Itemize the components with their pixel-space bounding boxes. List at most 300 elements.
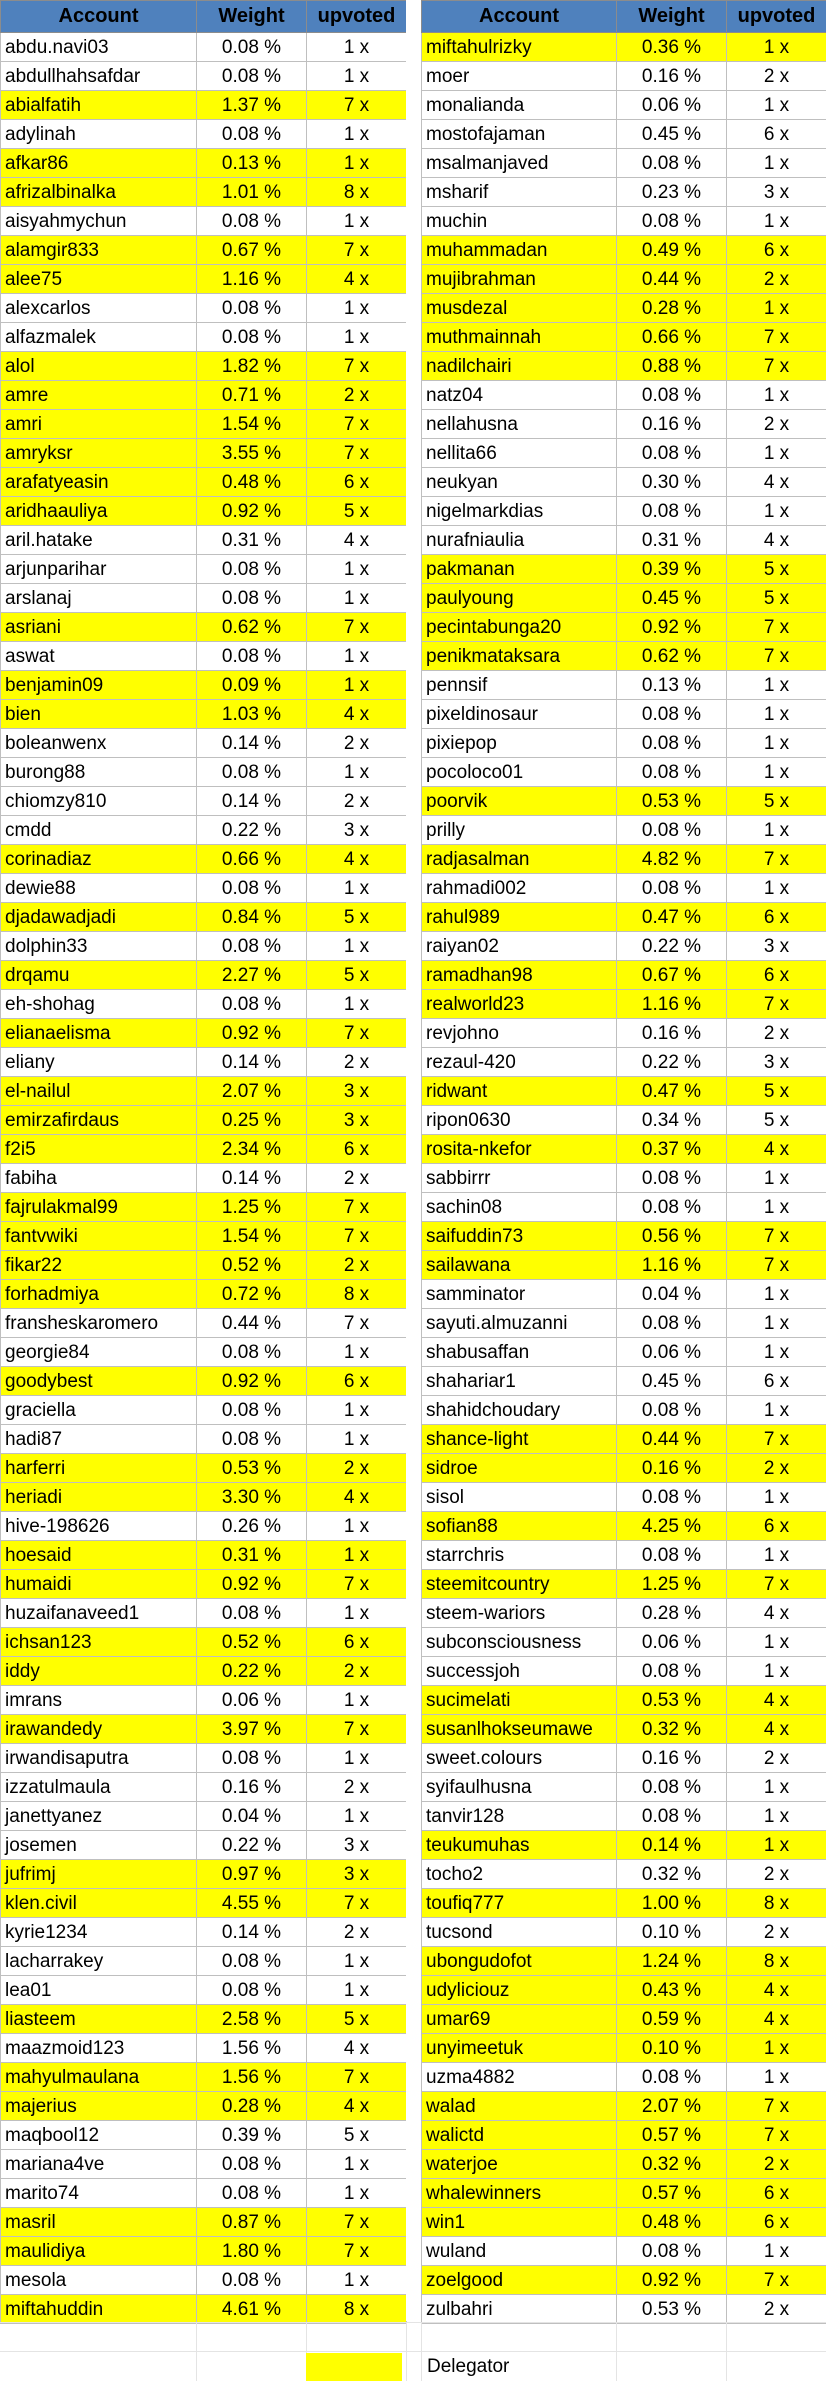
table-row — [1, 1425, 407, 1454]
weight-cell: 0.08 % — [197, 2266, 307, 2295]
weight-cell: 0.16 % — [617, 1744, 727, 1773]
upvoted-cell: 4 x — [727, 468, 826, 497]
upvoted-cell: 1 x — [307, 1541, 407, 1570]
account-cell: aswat — [1, 642, 197, 671]
table-row — [422, 2005, 826, 2034]
weight-cell: 0.06 % — [617, 1338, 727, 1367]
table-row — [422, 1396, 826, 1425]
account-cell: abialfatih — [1, 91, 197, 120]
weight-cell: 0.08 % — [197, 1425, 307, 1454]
account-cell: muthmainnah — [422, 323, 617, 352]
upvoted-cell: 7 x — [727, 1251, 826, 1280]
weight-cell: 0.88 % — [617, 352, 727, 381]
table-row — [1, 1802, 407, 1831]
upvoted-cell: 3 x — [307, 1860, 407, 1889]
weight-cell: 0.66 % — [617, 323, 727, 352]
weight-cell: 0.08 % — [617, 149, 727, 178]
account-cell: rezaul-420 — [422, 1048, 617, 1077]
upvoted-cell: 1 x — [727, 294, 826, 323]
table-row — [1, 584, 407, 613]
account-cell: sofian88 — [422, 1512, 617, 1541]
table-row — [422, 2295, 826, 2324]
upvoted-cell: 7 x — [727, 642, 826, 671]
upvoted-cell: 5 x — [727, 555, 826, 584]
weight-cell: 0.08 % — [197, 1396, 307, 1425]
table-row — [1, 381, 407, 410]
upvoted-cell: 3 x — [307, 816, 407, 845]
account-cell: susanlhokseumawe — [422, 1715, 617, 1744]
upvoted-cell: 2 x — [307, 729, 407, 758]
account-cell: afkar86 — [1, 149, 197, 178]
weight-cell: 0.13 % — [617, 671, 727, 700]
table-row — [1, 410, 407, 439]
table-row — [1, 149, 407, 178]
table-row — [1, 1657, 407, 1686]
table-row — [1, 178, 407, 207]
account-cell: mujibrahman — [422, 265, 617, 294]
account-cell: walictd — [422, 2121, 617, 2150]
table-row — [422, 1599, 826, 1628]
table-row — [1, 1773, 407, 1802]
weight-cell: 0.53 % — [617, 2295, 727, 2324]
table-row — [1, 323, 407, 352]
weight-cell: 0.87 % — [197, 2208, 307, 2237]
weight-cell: 0.10 % — [617, 1918, 727, 1947]
table-row — [422, 671, 826, 700]
account-cell: steemitcountry — [422, 1570, 617, 1599]
upvoted-cell: 1 x — [727, 149, 826, 178]
weight-cell: 0.08 % — [617, 2237, 727, 2266]
upvoted-cell: 1 x — [307, 642, 407, 671]
table-row — [1, 1454, 407, 1483]
upvoted-cell: 4 x — [307, 526, 407, 555]
account-cell: zulbahri — [422, 2295, 617, 2324]
table-row — [1, 613, 407, 642]
table-row — [1, 468, 407, 497]
weight-cell: 1.37 % — [197, 91, 307, 120]
upvoted-cell: 1 x — [307, 874, 407, 903]
upvoted-cell: 2 x — [307, 1048, 407, 1077]
upvoted-cell: 2 x — [727, 1918, 826, 1947]
weight-cell: 0.48 % — [197, 468, 307, 497]
account-header: Account — [1, 1, 197, 33]
table-row — [1, 787, 407, 816]
upvoted-cell: 5 x — [727, 1077, 826, 1106]
account-cell: janettyanez — [1, 1802, 197, 1831]
table-row — [422, 352, 826, 381]
upvoted-cell: 1 x — [307, 62, 407, 91]
upvoted-cell: 7 x — [727, 2266, 826, 2295]
weight-cell: 0.45 % — [617, 1367, 727, 1396]
account-cell: lacharrakey — [1, 1947, 197, 1976]
weight-cell: 0.31 % — [197, 1541, 307, 1570]
table-row — [1, 2266, 407, 2295]
table-row — [1, 1889, 407, 1918]
weight-cell: 0.44 % — [617, 265, 727, 294]
table-row — [1, 816, 407, 845]
account-cell: iddy — [1, 1657, 197, 1686]
upvoted-cell: 4 x — [307, 1483, 407, 1512]
weight-cell: 0.08 % — [617, 1193, 727, 1222]
table-row — [1, 932, 407, 961]
weight-cell: 4.61 % — [197, 2295, 307, 2324]
account-cell: emirzafirdaus — [1, 1106, 197, 1135]
weight-cell: 0.14 % — [197, 729, 307, 758]
weight-cell: 1.16 % — [617, 1251, 727, 1280]
account-cell: pennsif — [422, 671, 617, 700]
header-row — [422, 1, 826, 33]
account-cell: pixiepop — [422, 729, 617, 758]
left-table — [0, 0, 407, 2324]
account-cell: nurafniaulia — [422, 526, 617, 555]
table-row — [422, 1048, 826, 1077]
weight-cell: 0.97 % — [197, 1860, 307, 1889]
upvoted-cell: 2 x — [727, 1454, 826, 1483]
upvoted-cell: 3 x — [307, 1831, 407, 1860]
upvoted-cell: 5 x — [307, 2121, 407, 2150]
table-row — [422, 1106, 826, 1135]
upvoted-cell: 1 x — [307, 2266, 407, 2295]
upvoted-cell: 6 x — [307, 468, 407, 497]
table-row — [1, 1918, 407, 1947]
table-row — [1, 1512, 407, 1541]
account-cell: miftahuddin — [1, 2295, 197, 2324]
upvoted-cell: 3 x — [727, 1048, 826, 1077]
upvoted-cell: 7 x — [307, 1222, 407, 1251]
upvoted-cell: 7 x — [307, 1193, 407, 1222]
account-cell: nigelmarkdias — [422, 497, 617, 526]
account-cell: aril.hatake — [1, 526, 197, 555]
upvoted-cell: 7 x — [307, 2208, 407, 2237]
table-row — [422, 1164, 826, 1193]
upvoted-cell: 6 x — [727, 1512, 826, 1541]
table-row — [422, 1570, 826, 1599]
table-row — [1, 2092, 407, 2121]
table-row — [422, 2266, 826, 2295]
weight-cell: 0.92 % — [617, 2266, 727, 2295]
account-cell: wuland — [422, 2237, 617, 2266]
table-row — [1, 1135, 407, 1164]
account-cell: drqamu — [1, 961, 197, 990]
table-row — [1, 1570, 407, 1599]
account-cell: cmdd — [1, 816, 197, 845]
upvoted-cell: 5 x — [307, 497, 407, 526]
account-cell: ubongudofot — [422, 1947, 617, 1976]
table-row — [1, 671, 407, 700]
upvoted-cell: 1 x — [727, 1628, 826, 1657]
account-cell: moer — [422, 62, 617, 91]
table-row — [422, 787, 826, 816]
upvoted-cell: 2 x — [727, 265, 826, 294]
upvoted-cell: 3 x — [727, 178, 826, 207]
table-row — [422, 1251, 826, 1280]
account-cell: starrchris — [422, 1541, 617, 1570]
table-row — [422, 700, 826, 729]
weight-cell: 0.08 % — [197, 990, 307, 1019]
table-row — [1, 1367, 407, 1396]
upvoted-cell: 7 x — [727, 323, 826, 352]
upvoted-cell: 1 x — [727, 671, 826, 700]
upvoted-cell: 1 x — [727, 207, 826, 236]
account-cell: saifuddin73 — [422, 1222, 617, 1251]
table-row — [1, 1483, 407, 1512]
table-row — [1, 1396, 407, 1425]
right-table-body — [422, 33, 826, 2324]
account-cell: zoelgood — [422, 2266, 617, 2295]
upvoted-cell: 4 x — [727, 1715, 826, 1744]
table-row — [422, 1222, 826, 1251]
account-cell: arafatyeasin — [1, 468, 197, 497]
grid-line — [726, 2322, 727, 2381]
upvoted-cell: 5 x — [307, 961, 407, 990]
account-cell: benjamin09 — [1, 671, 197, 700]
table-row — [1, 1251, 407, 1280]
upvoted-cell: 1 x — [727, 1309, 826, 1338]
account-cell: umar69 — [422, 2005, 617, 2034]
weight-cell: 0.08 % — [197, 323, 307, 352]
account-cell: marito74 — [1, 2179, 197, 2208]
weight-cell: 1.82 % — [197, 352, 307, 381]
upvoted-cell: 1 x — [727, 729, 826, 758]
account-cell: nadilchairi — [422, 352, 617, 381]
account-cell: bien — [1, 700, 197, 729]
upvoted-cell: 1 x — [727, 2237, 826, 2266]
upvoted-cell: 1 x — [727, 2034, 826, 2063]
table-row — [1, 1831, 407, 1860]
table-row — [1, 1193, 407, 1222]
upvoted-cell: 2 x — [727, 1744, 826, 1773]
upvoted-cell: 5 x — [727, 584, 826, 613]
weight-cell: 0.08 % — [197, 33, 307, 62]
weight-cell: 0.32 % — [617, 2150, 727, 2179]
upvoted-cell: 4 x — [307, 2034, 407, 2063]
upvoted-cell: 1 x — [307, 758, 407, 787]
account-cell: el-nailul — [1, 1077, 197, 1106]
account-cell: lea01 — [1, 1976, 197, 2005]
table-row — [1, 1280, 407, 1309]
weight-cell: 0.08 % — [617, 700, 727, 729]
table-row — [1, 758, 407, 787]
account-header: Account — [422, 1, 617, 33]
account-cell: penikmataksara — [422, 642, 617, 671]
table-row — [422, 874, 826, 903]
weight-cell: 0.84 % — [197, 903, 307, 932]
account-cell: sisol — [422, 1483, 617, 1512]
account-cell: sayuti.almuzanni — [422, 1309, 617, 1338]
upvoted-cell: 1 x — [307, 1599, 407, 1628]
account-cell: aisyahmychun — [1, 207, 197, 236]
upvoted-cell: 8 x — [307, 178, 407, 207]
table-row — [1, 2121, 407, 2150]
account-cell: sailawana — [422, 1251, 617, 1280]
table-row — [1, 1860, 407, 1889]
upvoted-cell: 1 x — [307, 294, 407, 323]
table-row — [422, 2150, 826, 2179]
weight-cell: 1.16 % — [197, 265, 307, 294]
weight-cell: 0.14 % — [197, 1048, 307, 1077]
table-row — [1, 526, 407, 555]
table-row — [422, 526, 826, 555]
upvoted-cell: 1 x — [307, 2179, 407, 2208]
table-row — [1, 874, 407, 903]
upvoted-cell: 8 x — [727, 1889, 826, 1918]
table-row — [1, 120, 407, 149]
table-row — [422, 1686, 826, 1715]
upvoted-cell: 7 x — [727, 2092, 826, 2121]
account-cell: maqbool12 — [1, 2121, 197, 2150]
table-row — [1, 1048, 407, 1077]
account-cell: toufiq777 — [422, 1889, 617, 1918]
account-cell: rosita-nkefor — [422, 1135, 617, 1164]
account-cell: corinadiaz — [1, 845, 197, 874]
table-row — [422, 961, 826, 990]
weight-cell: 0.31 % — [197, 526, 307, 555]
weight-cell: 0.08 % — [197, 1947, 307, 1976]
account-cell: paulyoung — [422, 584, 617, 613]
account-cell: abdullhahsafdar — [1, 62, 197, 91]
weight-cell: 0.45 % — [617, 120, 727, 149]
account-cell: dewie88 — [1, 874, 197, 903]
grid-line — [406, 2322, 407, 2381]
account-cell: realworld23 — [422, 990, 617, 1019]
upvoted-cell: 4 x — [727, 526, 826, 555]
table-row — [1, 2179, 407, 2208]
table-row — [422, 932, 826, 961]
table-row — [1, 236, 407, 265]
upvoted-cell: 1 x — [727, 497, 826, 526]
table-row — [422, 1077, 826, 1106]
legend-swatch — [306, 2353, 402, 2381]
table-row — [1, 961, 407, 990]
account-cell: f2i5 — [1, 1135, 197, 1164]
table-row — [1, 1222, 407, 1251]
upvoted-cell: 8 x — [307, 1280, 407, 1309]
upvoted-cell: 1 x — [307, 33, 407, 62]
account-cell: jufrimj — [1, 1860, 197, 1889]
table-row — [422, 990, 826, 1019]
table-row — [1, 294, 407, 323]
table-row — [422, 1773, 826, 1802]
account-cell: imrans — [1, 1686, 197, 1715]
table-row — [1, 845, 407, 874]
account-cell: maazmoid123 — [1, 2034, 197, 2063]
weight-cell: 0.22 % — [617, 1048, 727, 1077]
weight-cell: 0.66 % — [197, 845, 307, 874]
upvoted-cell: 1 x — [307, 1802, 407, 1831]
account-cell: arslanaj — [1, 584, 197, 613]
upvoted-header: upvoted — [307, 1, 407, 33]
weight-cell: 0.72 % — [197, 1280, 307, 1309]
upvoted-cell: 6 x — [307, 1628, 407, 1657]
table-row — [1, 1019, 407, 1048]
table-row — [1, 990, 407, 1019]
weight-cell: 0.08 % — [617, 1773, 727, 1802]
upvoted-cell: 1 x — [307, 1686, 407, 1715]
table-row — [422, 265, 826, 294]
account-cell: asriani — [1, 613, 197, 642]
upvoted-cell: 7 x — [307, 2063, 407, 2092]
column-gap — [406, 0, 421, 2321]
table-row — [1, 2208, 407, 2237]
account-cell: msharif — [422, 178, 617, 207]
upvoted-cell: 1 x — [727, 1831, 826, 1860]
table-row — [1, 1686, 407, 1715]
account-cell: adylinah — [1, 120, 197, 149]
account-cell: win1 — [422, 2208, 617, 2237]
upvoted-cell: 7 x — [307, 2237, 407, 2266]
upvoted-cell: 1 x — [727, 700, 826, 729]
account-cell: ripon0630 — [422, 1106, 617, 1135]
upvoted-cell: 2 x — [307, 1918, 407, 1947]
table-row — [422, 149, 826, 178]
weight-cell: 0.32 % — [617, 1715, 727, 1744]
upvoted-cell: 6 x — [727, 120, 826, 149]
weight-cell: 0.08 % — [197, 758, 307, 787]
account-cell: uzma4882 — [422, 2063, 617, 2092]
table-row — [422, 1802, 826, 1831]
account-cell: waterjoe — [422, 2150, 617, 2179]
weight-cell: 1.56 % — [197, 2063, 307, 2092]
upvoted-cell: 3 x — [727, 932, 826, 961]
grid-line — [196, 2322, 197, 2381]
table-row — [422, 903, 826, 932]
account-cell: tanvir128 — [422, 1802, 617, 1831]
table-row — [1, 1947, 407, 1976]
weight-cell: 0.45 % — [617, 584, 727, 613]
table-row — [422, 845, 826, 874]
weight-cell: 0.48 % — [617, 2208, 727, 2237]
weight-cell: 0.57 % — [617, 2121, 727, 2150]
weight-cell: 0.16 % — [617, 1019, 727, 1048]
table-row — [422, 323, 826, 352]
upvoted-cell: 6 x — [307, 1135, 407, 1164]
account-cell: aridhaauliya — [1, 497, 197, 526]
account-cell: nellahusna — [422, 410, 617, 439]
weight-cell: 0.08 % — [197, 1338, 307, 1367]
upvoted-cell: 7 x — [727, 990, 826, 1019]
upvoted-cell: 1 x — [307, 555, 407, 584]
account-cell: tocho2 — [422, 1860, 617, 1889]
upvoted-cell: 2 x — [727, 410, 826, 439]
account-cell: sucimelati — [422, 1686, 617, 1715]
account-cell: shahidchoudary — [422, 1396, 617, 1425]
upvoted-cell: 1 x — [307, 671, 407, 700]
account-cell: subconsciousness — [422, 1628, 617, 1657]
table-row — [422, 1889, 826, 1918]
table-row — [1, 2237, 407, 2266]
account-cell: heriadi — [1, 1483, 197, 1512]
weight-cell: 0.92 % — [197, 1019, 307, 1048]
upvoted-cell: 1 x — [727, 1338, 826, 1367]
account-cell: nellita66 — [422, 439, 617, 468]
table-row — [422, 2208, 826, 2237]
table-row — [422, 729, 826, 758]
weight-cell: 1.54 % — [197, 410, 307, 439]
weight-cell: 0.08 % — [617, 381, 727, 410]
upvoted-cell: 1 x — [727, 1802, 826, 1831]
account-cell: liasteem — [1, 2005, 197, 2034]
table-row — [422, 1541, 826, 1570]
weight-cell: 0.08 % — [617, 1309, 727, 1338]
table-row — [1, 1338, 407, 1367]
account-cell: rahul989 — [422, 903, 617, 932]
upvoted-cell: 2 x — [307, 1164, 407, 1193]
upvoted-cell: 7 x — [727, 1425, 826, 1454]
weight-cell: 0.43 % — [617, 1976, 727, 2005]
grid-line — [616, 2322, 617, 2381]
weight-cell: 0.08 % — [197, 294, 307, 323]
account-cell: amre — [1, 381, 197, 410]
